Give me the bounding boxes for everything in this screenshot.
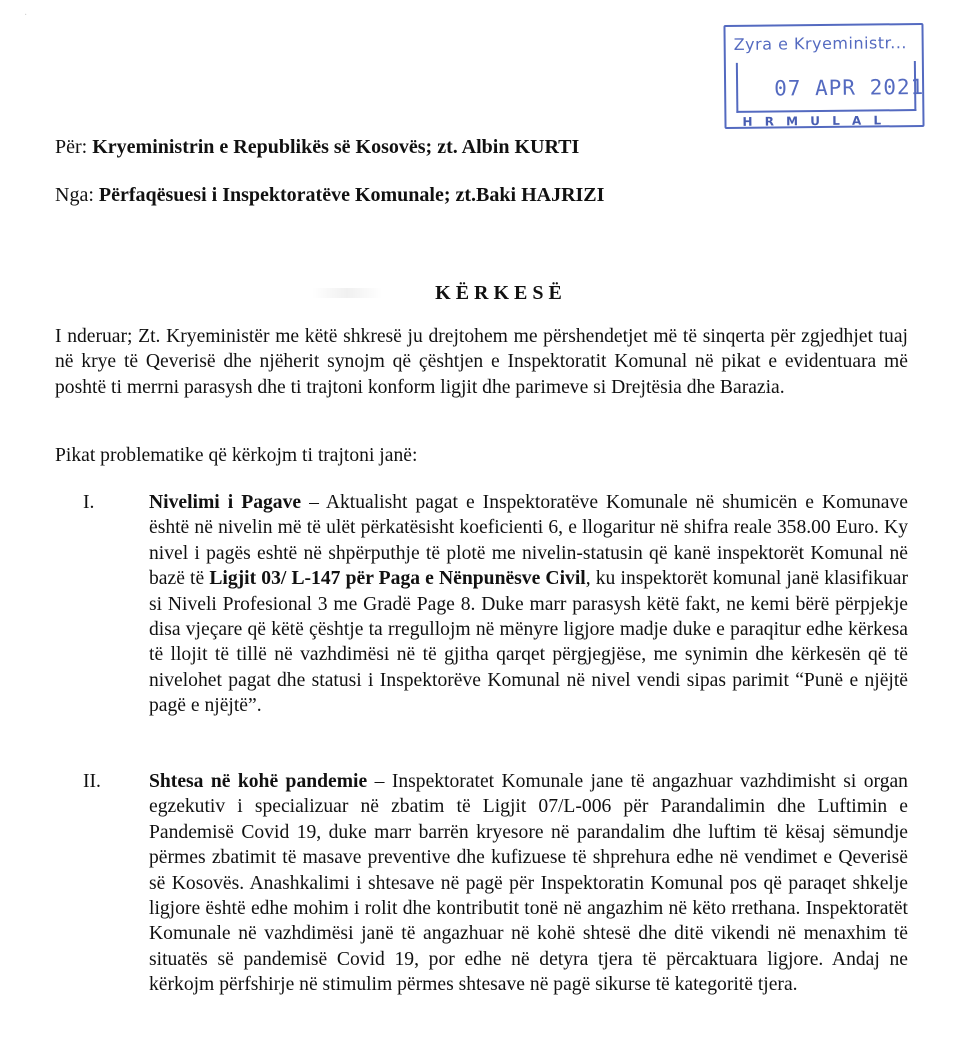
sender-value: Përfaqësuesi i Inspektoratëve Komunale; zt.Baki HAJRIZI: [98, 184, 605, 206]
recipient-label: Për:: [55, 136, 93, 158]
law-reference: Ligjit 03/ L-147 për Paga e Nënpunësve Civil: [209, 568, 586, 590]
list-item-number: I.: [83, 492, 95, 513]
list-item-body: – Aktualisht pagat e Inspektoratëve Komunale në shumicën e Komunave është në nivelin më të ulët përkatësisht koeficienti 6, e llogaritur në shifra reale 358.00 Euro. Ky nivel i pagës eshtë në shpërputhje të plotë me nivelin-statusin që kanë inspektorët Komunal në bazë të: [149, 492, 909, 590]
intro-paragraph: I nderuar; Zt. Kryeministër me këtë shkresë ju drejtohem me përshendetjet më të sinqerta për zgjedhjet tuaj në krye të Qeverisë dhe njëherit synojm që çështjen e Inspektoratit Komunal në pikat e evidentuara më poshtë ti merrni parasysh dhe ti trajtoni konform ligjit dhe parimeve si Drejtësia dhe Barazia.: [55, 326, 908, 398]
stamp-date: 07 APR 2021: [774, 74, 925, 101]
list-item-body-cont: , ku inspektorët komunal janë klasifikuar si Niveli Profesional 3 me Gradë Page 8. Duke marr parasysh këtë fakt, ne kemi bërë përpjekje disa vjeçare që këtë çështje ta rregullojm në mënyre ligjore madje duke e paraqitur edhe kërkesa të llojit të tillë në vazhdimësi në të gjitha qarqet përgjegjëse, me synimin dhe kërkesën që të nivelohet pagat dhe statusi i Inspektorëve Komunal në nivel vendi sipas parimit “Punë e njëjtë pagë e njëjtë”.: [149, 568, 909, 717]
list-item-heading: Nivelimi i Pagave: [149, 492, 302, 513]
document-title: KËRKESË: [435, 282, 567, 304]
recipient-value: Kryeministrin e Republikës së Kosovës; zt. Albin KURTI: [92, 136, 580, 158]
stamp-office-name: Zyra e Kryeministr...: [733, 33, 908, 54]
list-lead-paragraph: Pikat problematike që kërkojm ti trajtoni janë:: [55, 445, 418, 466]
receipt-stamp: [723, 23, 924, 129]
sender-line: [55, 184, 604, 207]
stamp-date-frame: [736, 61, 925, 113]
stamp-bottom-text: H R M U L A L: [742, 113, 886, 129]
scan-speck-icon: ·: [24, 10, 28, 21]
list-item-body: – Inspektoratet Komunale jane të angazhuar vazhdimisht si organ egzekutiv i specializuar në zbatim të Ligjit 07/L-006 për Parandalimin dhe Luftimin e Pandemisë Covid 19, duke marr barrën kryesore në parandalim dhe luftim të kësaj sëmundje përmes zbatimit të masave preventive dhe kufizuese të shprehura edhe në vendimet e Qeverisë së Kosovës. Anashkalimi i shtesave në pagë për Inspektoratin Komunal pos që paraqet shkelje ligjore është edhe mohim i rolit dhe kontributit tonë në angazhim në këto rrethana. Inspektoratët Komunale në vazhdimësi janë të angazhuar në kohë shtesë dhe ditë vikendi në menaxhim të situatës së pandemisë Covid 19, por edhe në detyra tjera të përcaktuara ligjore. Andaj ne kërkojm përfshirje në stimulim përmes shtesave në pagë sikurse të kategoritë tjera.: [149, 771, 908, 996]
list-item-text: [149, 490, 908, 719]
list-item-number: II.: [83, 771, 101, 792]
list-item-text: [149, 769, 908, 998]
list-item-heading: Shtesa në kohë pandemie: [149, 771, 368, 792]
sender-label: Nga:: [55, 184, 99, 206]
recipient-line: [55, 136, 579, 159]
